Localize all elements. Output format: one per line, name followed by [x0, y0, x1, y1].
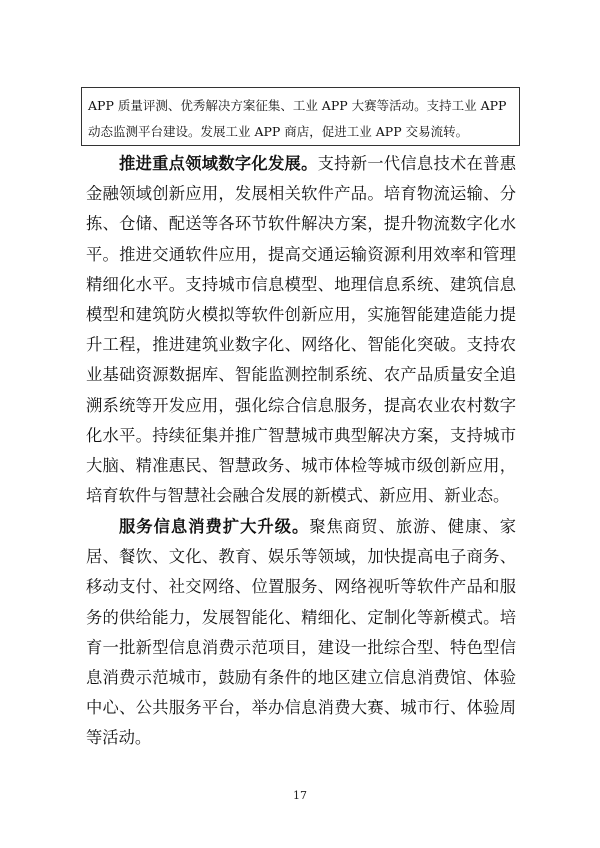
boxed-note-text: APP 质量评测、优秀解决方案征集、工业 APP 大赛等活动。支持工业 APP 动态监测平台建设。发展工业 APP 商店，促进工业 APP 交易流转。 [88, 98, 507, 139]
paragraph-lead: 推进重点领域数字化发展。 [119, 154, 318, 173]
boxed-note [81, 87, 520, 146]
page-number: 17 [293, 789, 307, 802]
paragraph-body: 支持新一代信息技术在普惠金融领域创新应用，发展相关软件产品。培育物流运输、分拣、仓储、配送等各环节软件解决方案，提升物流数字化水平。推进交通软件应用，提高交通运输资源利用效率和管理精细化水平。支持城市信息模型、地理信息系统、建筑信息模型和建筑防火模拟等软件创新应用，实施智能建造能力提升工程，推进建筑业数字化、网络化、智能化突破。支持农业基础资源数据库、智能监测控制系统、农产品质量安全追溯系统等开发应用，强化综合信息服务，提高农业农村数字化水平。持续征集并推广智慧城市典型解决方案，支持城市大脑、精准惠民、智慧政务、城市体检等城市级创新应用，培育软件与智慧社会融合发展的新模式、新应用、新业态。 [86, 154, 516, 506]
paragraph-lead: 服务信息消费扩大升级。 [119, 517, 310, 536]
paragraph-body: 聚焦商贸、旅游、健康、家居、餐饮、文化、教育、娱乐等领域，加快提高电子商务、移动支付、社交网络、位置服务、网络视听等软件产品和服务的供给能力，发展智能化、精细化、定制化等新模式。培育一批新型信息消费示范项目，建设一批综合型、特色型信息消费示范城市，鼓励有条件的地区建立信息消费馆、体验中心、公共服务平台，举办信息消费大赛、城市行、体验周等活动。 [86, 517, 516, 748]
paragraph-information-consumption [86, 512, 516, 754]
paragraph-digital-development [86, 149, 516, 511]
